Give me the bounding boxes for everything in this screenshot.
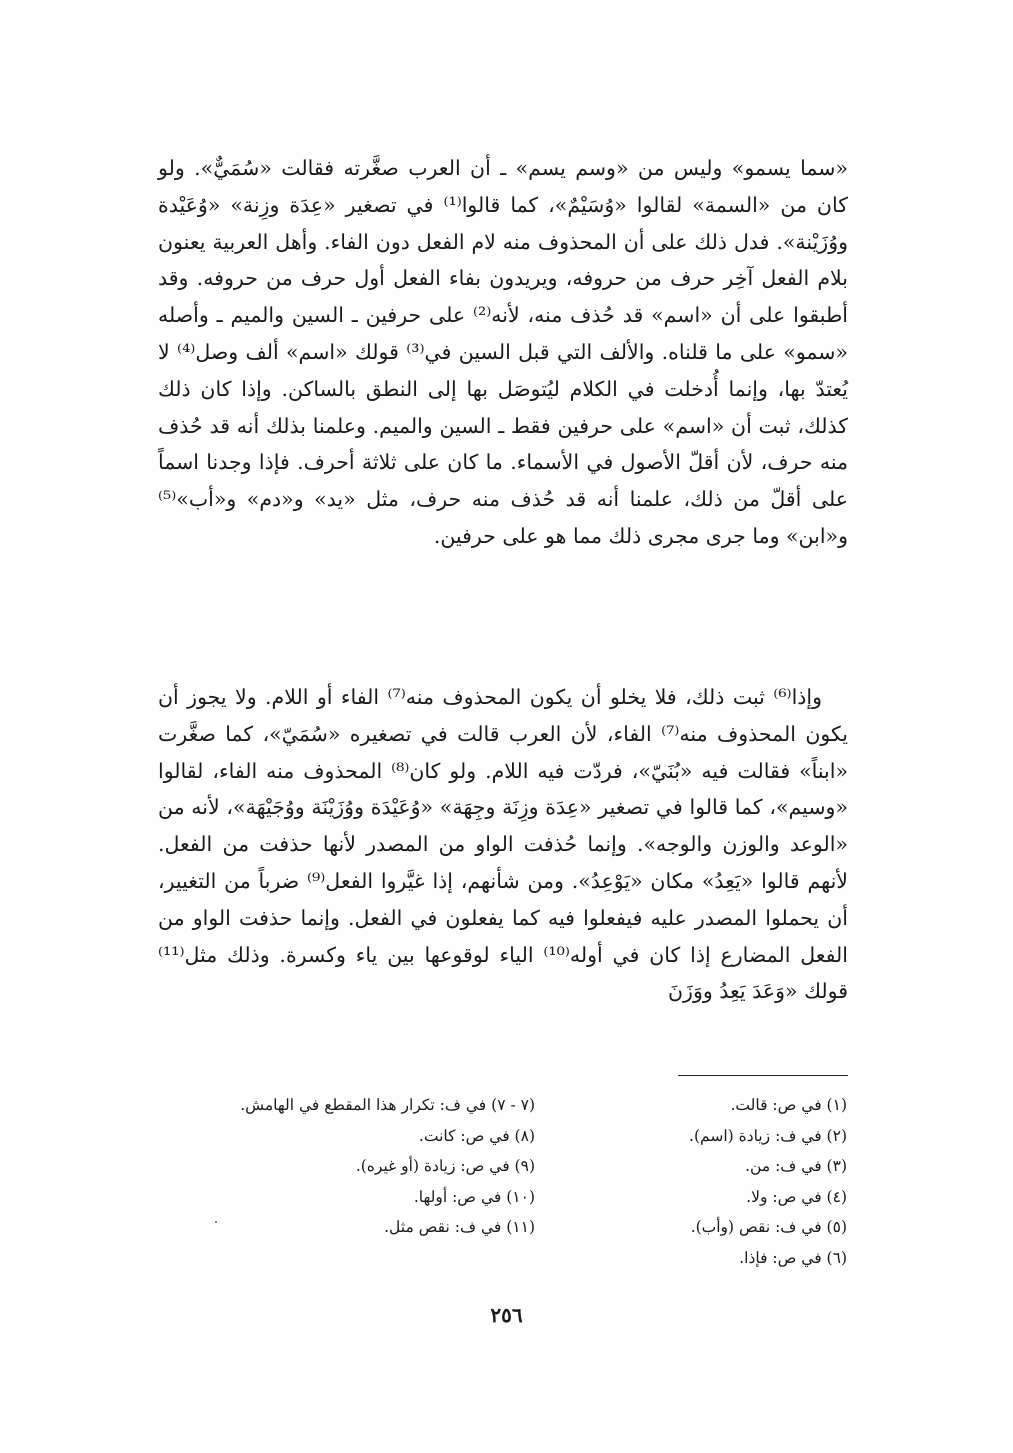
footnote-item: (٢) في ف: زيادة (اسم). bbox=[689, 1126, 847, 1145]
footnote-item: (٥) في ف: نقص (وأب). bbox=[690, 1218, 847, 1236]
footnote-item: (١٠) في ص: أولها. bbox=[413, 1187, 535, 1206]
footnotes-right-column bbox=[689, 1090, 847, 1273]
footnote-separator-rule bbox=[678, 1075, 848, 1076]
footnote-item: (٩) في ص: زيادة (أو غيره). bbox=[355, 1157, 535, 1175]
page-number: ٢٥٦ bbox=[490, 1303, 523, 1327]
footnote-item: (٣) في ف: من. bbox=[745, 1157, 847, 1175]
footnote-item: (٧ - ٧) في ف: تكرار هذا المقطع في الهامش. bbox=[240, 1096, 535, 1114]
footnotes-left-column bbox=[240, 1090, 535, 1243]
footnote-item: (٤) في ص: ولا. bbox=[746, 1187, 847, 1206]
footnote-item: (١) في ص: قالت. bbox=[730, 1096, 847, 1114]
main-text-paragraph-2 bbox=[158, 679, 848, 1010]
footnote-item: (١١) في ف: نقص مثل. bbox=[384, 1218, 535, 1236]
paragraph: وإذا⁽⁶⁾ ثبت ذلك، فلا يخلو أن يكون المحذوف منه⁽⁷⁾ الفاء أو اللام. ولا يجوز أن يكون المحذوف منه⁽⁷⁾ الفاء، لأن العرب قالت في تصغيره «سُمَيّ»، كما صغَّرت «ابناً» فقالت فيه «بُنَيّ»، فردّت فيه اللام. ولو كان⁽⁸⁾ المحذوف منه الفاء، لقالوا «وسيم»، كما قالوا في تصغير «عِدَة وزِنَة وجِهَة» «وُعَيْدَة ووُزَيْنَة ووُجَيْهَة»، لأنه من «الوعد والوزن والوجه». وإنما حُذفت الواو من المصدر لأنها حذفت من الفعل. لأنهم قالوا «يَعِدُ» مكان «يَوْعِدُ». ومن شأنهم، إذا غيَّروا الفعل⁽⁹⁾ ضرباً من التغيير، أن يحملوا المصدر عليه فيفعلوا فيه كما يفعلون في الفعل. وإنما حذفت الواو من الفعل المضارع إذا كان في أوله⁽¹⁰⁾ الياء لوقوعها بين ياء وكسرة. وذلك مثل⁽¹¹⁾ قولك «وَعَدَ يَعِدُ ووَزَنَ bbox=[158, 685, 848, 1004]
scan-speck bbox=[215, 1221, 217, 1223]
paragraph: «سما يسمو» وليس من «وسم يسم» ـ أن العرب صغَّرته فقالت «سُمَيٌّ». ولو كان من «السمة» لقالوا «وُسَيْمٌ»، كما قالوا⁽¹⁾ في تصغير «عِدَة وزِنة» «وُعَيْدة ووُزَيْنة». فدل ذلك على أن المحذوف منه لام الفعل دون الفاء. وأهل العربية يعنون بلام الفعل آخِر حرف من حروفه، ويريدون بفاء الفعل أول حرف من حروفه. وقد أطبقوا على أن «اسم» قد حُذف منه، لأنه⁽²⁾ على حرفين ـ السين والميم ـ وأصله «سمو» على ما قلناه. والألف التي قبل السين في⁽³⁾ قولك «اسم» ألف وصل⁽⁴⁾ لا يُعتدّ بها، وإنما أُدخلت في الكلام ليُتوصَل بها إلى النطق بالساكن. وإذا كان ذلك كذلك، ثبت أن «اسم» على حرفين فقط ـ السين والميم. وعلمنا بذلك أنه قد حُذف منه حرف، لأن أقلّ الأصول في الأسماء. ما كان على ثلاثة أحرف. فإذا وجدنا اسماً على أقلّ من ذلك، علمنا أنه قد حُذف منه حرف، مثل «يد» و«دم» و«أب»⁽⁵⁾ و«ابن» وما جرى مجرى ذلك مما هو على حرفين. bbox=[158, 156, 848, 548]
footnote-item: (٦) في ص: فإذا. bbox=[739, 1248, 847, 1267]
footnote-item: (٨) في ص: كانت. bbox=[418, 1126, 535, 1145]
main-text-paragraph-1 bbox=[158, 150, 848, 555]
